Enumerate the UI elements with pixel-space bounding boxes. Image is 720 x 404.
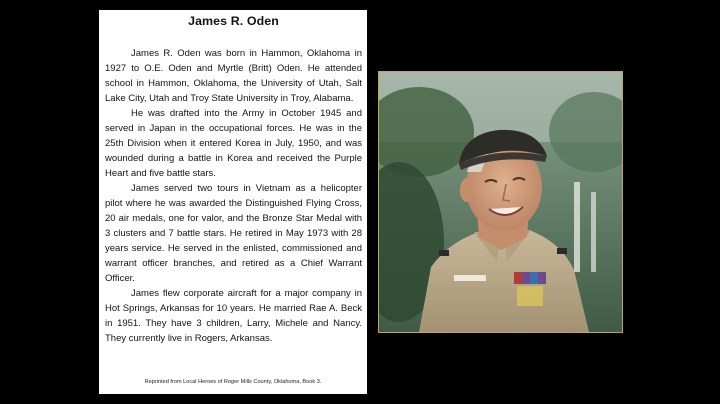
page-title: James R. Oden (188, 14, 279, 28)
biography-page (99, 10, 367, 394)
portrait-photo (378, 71, 623, 333)
paragraph-vietnam-service: James served two tours in Vietnam as a helicopter pilot where he was awarded the Distinguished Flying Cross, 20 air medals, one for valor, and the Bronze Star Medal with 3 clusters and 7 battle stars. He retired in May 1973 with 28 years service. He served in the enlisted, commissioned and warrant officer branches, and retired as a Chief Warrant Officer. (105, 183, 362, 284)
portrait-image (379, 72, 622, 332)
paragraph-later-life: James flew corporate aircraft for a major company in Hot Springs, Arkansas for 10 years. He married Rae A. Beck in 1951. They have 3 children, Larry, Michele and Nancy. They currently live in Rogers, Arkansas. (105, 288, 362, 344)
paragraph-army-service: He was drafted into the Army in October 1945 and served in Japan in the occupational forces. He was in the 25th Division when it entered Korea in July, 1950, and was wounded during a battle in Korea and received the Purple Heart and five battle stars. (105, 108, 362, 179)
source-footnote: Reprinted from Local Heroes of Roger Mills County, Oklahoma, Book 3. (144, 379, 322, 385)
paragraph-early-life: James R. Oden was born in Hammon, Oklahoma in 1927 to O.E. Oden and Myrtle (Britt) Oden. He attended school in Hammon, Oklahoma, the University of Utah, Salt Lake City, Utah and Troy State University in Troy, Alabama. (105, 48, 362, 104)
